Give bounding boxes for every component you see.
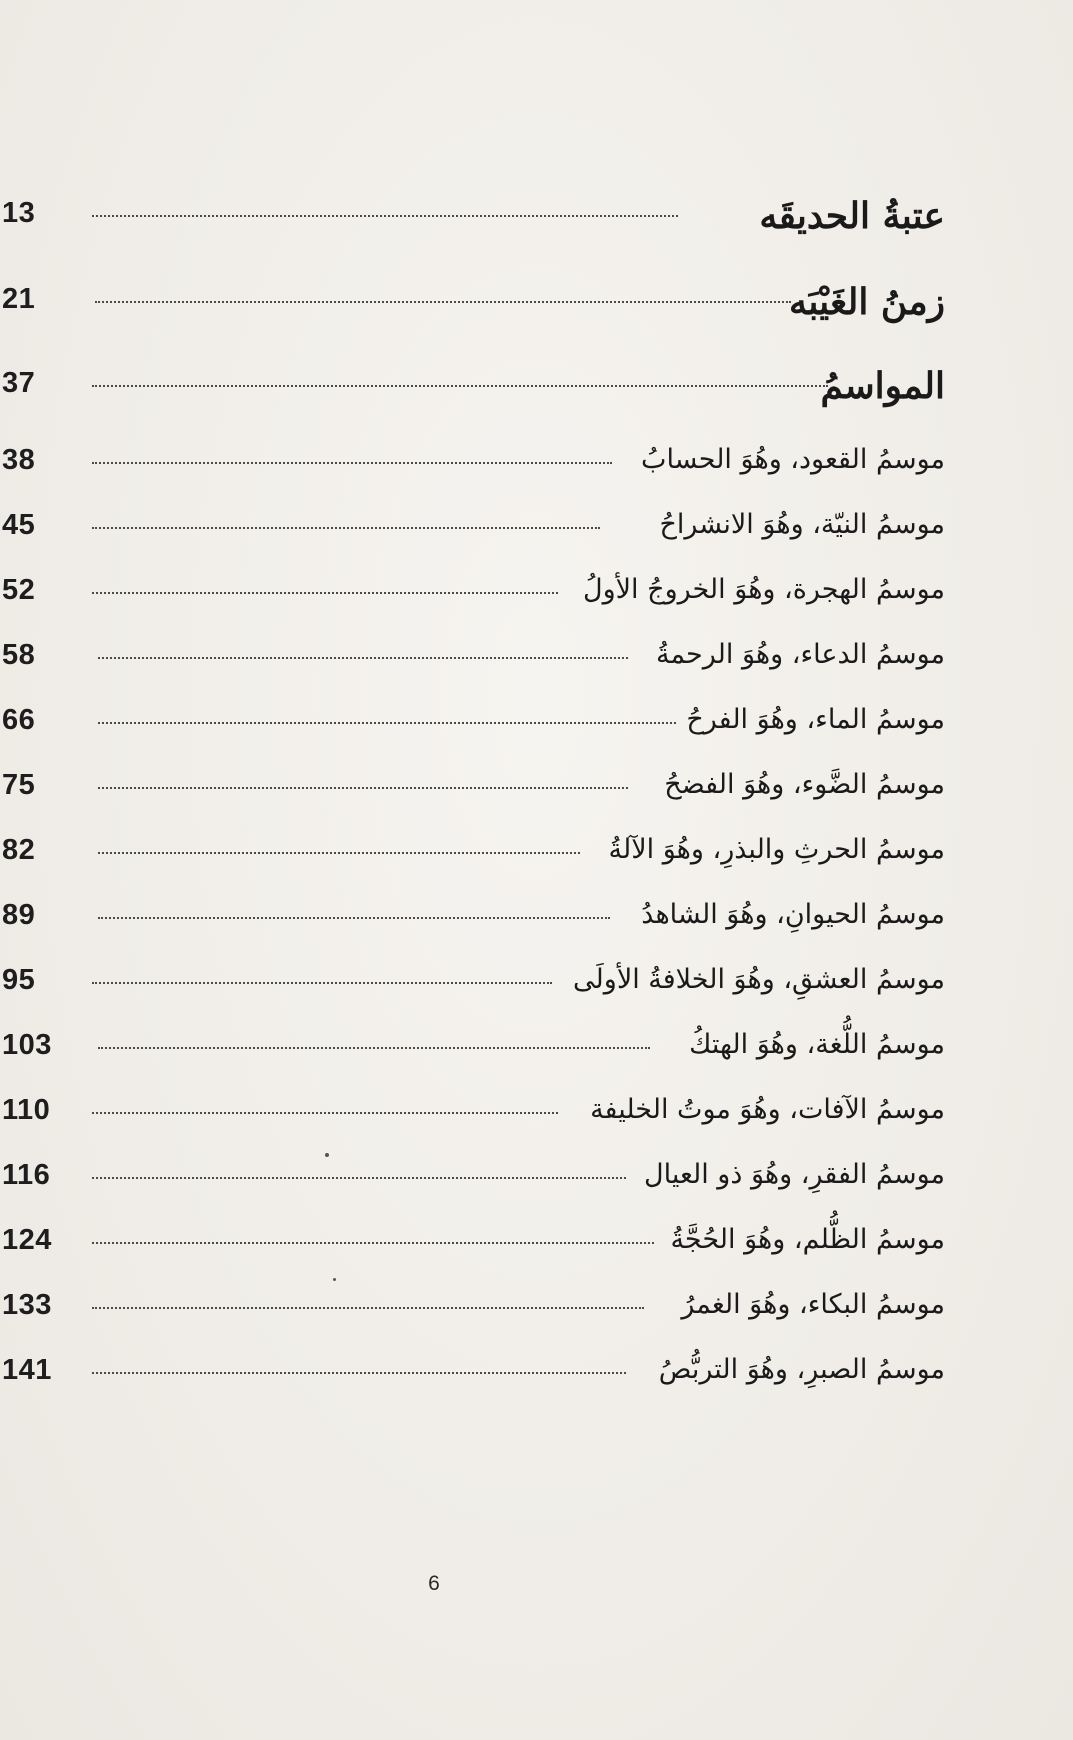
toc-entry bbox=[0, 358, 1073, 408]
dot-leader bbox=[98, 787, 628, 789]
dot-leader bbox=[98, 1047, 650, 1049]
toc-heading: المواسمُ bbox=[820, 365, 945, 407]
toc-subheading: موسمُ النيّة، وهُوَ الانشراحُ bbox=[659, 509, 945, 540]
toc-page-number: 75 bbox=[2, 769, 36, 801]
dot-leader bbox=[98, 917, 610, 919]
toc-page-number: 58 bbox=[2, 639, 36, 671]
toc-subheading: موسمُ البكاء، وهُوَ الغمرُ bbox=[681, 1289, 945, 1320]
dot-leader bbox=[92, 1177, 626, 1179]
toc-page-number: 37 bbox=[2, 367, 36, 399]
toc-page-number: 82 bbox=[2, 834, 36, 866]
paper-speck bbox=[325, 1153, 329, 1157]
toc-entry bbox=[0, 565, 1073, 615]
dot-leader bbox=[92, 1307, 644, 1309]
toc-entry bbox=[0, 695, 1073, 745]
toc-subheading: موسمُ الظُّلم، وهُوَ الحُجَّةُ bbox=[670, 1224, 945, 1255]
toc-page-number: 95 bbox=[2, 964, 36, 996]
toc-page-number: 124 bbox=[2, 1224, 52, 1256]
toc-page-number: 52 bbox=[2, 574, 36, 606]
toc-page-number: 103 bbox=[2, 1029, 52, 1061]
toc-entry bbox=[0, 188, 1073, 238]
toc-entry bbox=[0, 955, 1073, 1005]
toc-page-number: 141 bbox=[2, 1354, 52, 1386]
toc-page-number: 89 bbox=[2, 899, 36, 931]
toc-page-number: 133 bbox=[2, 1289, 52, 1321]
dot-leader bbox=[92, 1112, 558, 1114]
dot-leader bbox=[92, 592, 558, 594]
toc-page-number: 13 bbox=[2, 197, 36, 229]
toc-page-number: 116 bbox=[2, 1159, 51, 1191]
toc-entry bbox=[0, 1085, 1073, 1135]
toc-entry bbox=[0, 1150, 1073, 1200]
toc-page-number: 21 bbox=[2, 283, 36, 315]
toc-subheading: موسمُ الصبرِ، وهُوَ التربُّصُ bbox=[658, 1354, 945, 1385]
toc-entry bbox=[0, 825, 1073, 875]
dot-leader bbox=[92, 462, 612, 464]
toc-entry bbox=[0, 274, 1073, 324]
toc-subheading: موسمُ الهجرة، وهُوَ الخروجُ الأولُ bbox=[583, 574, 945, 605]
toc-heading: زمنُ الغَيْبَه bbox=[789, 281, 945, 323]
toc-page-number: 38 bbox=[2, 444, 36, 476]
toc-entry bbox=[0, 760, 1073, 810]
toc-entry bbox=[0, 890, 1073, 940]
toc-subheading: موسمُ الفقرِ، وهُوَ ذو العيال bbox=[643, 1159, 945, 1190]
toc-entry bbox=[0, 1345, 1073, 1395]
dot-leader bbox=[92, 215, 678, 217]
toc-subheading: موسمُ الحيوانِ، وهُوَ الشاهدُ bbox=[641, 899, 945, 930]
toc-page-number: 66 bbox=[2, 704, 36, 736]
dot-leader bbox=[95, 301, 791, 303]
toc-subheading: موسمُ القعود، وهُوَ الحسابُ bbox=[641, 444, 945, 475]
toc-page-number: 45 bbox=[2, 509, 36, 541]
toc-subheading: موسمُ الماء، وهُوَ الفرحُ bbox=[686, 704, 945, 735]
dot-leader bbox=[98, 657, 628, 659]
toc-subheading: موسمُ الحرثِ والبذرِ، وهُوَ الآلةُ bbox=[608, 834, 945, 865]
toc-subheading: موسمُ الضَّوء، وهُوَ الفضحُ bbox=[664, 769, 945, 800]
page-folio-number: 6 bbox=[428, 1572, 440, 1595]
toc-entry bbox=[0, 1020, 1073, 1070]
toc-entry bbox=[0, 1280, 1073, 1330]
toc-entry bbox=[0, 1215, 1073, 1265]
toc-subheading: موسمُ الدعاء، وهُوَ الرحمةُ bbox=[655, 639, 945, 670]
dot-leader bbox=[98, 852, 580, 854]
dot-leader bbox=[92, 527, 600, 529]
toc-subheading: موسمُ اللُّغة، وهُوَ الهتكُ bbox=[689, 1029, 945, 1060]
dot-leader bbox=[98, 722, 676, 724]
toc-entry bbox=[0, 630, 1073, 680]
dot-leader bbox=[92, 1372, 626, 1374]
toc-subheading: موسمُ العشقِ، وهُوَ الخلافةُ الأولَى bbox=[573, 964, 945, 995]
dot-leader bbox=[92, 1242, 654, 1244]
toc-subheading: موسمُ الآفات، وهُوَ موتُ الخليفة bbox=[590, 1094, 945, 1125]
dot-leader bbox=[92, 385, 828, 387]
toc-entry bbox=[0, 435, 1073, 485]
toc-page-number: 110 bbox=[2, 1094, 51, 1126]
paper-speck bbox=[333, 1278, 336, 1281]
dot-leader bbox=[92, 982, 552, 984]
toc-heading: عتبةُ الحديقَه bbox=[759, 195, 945, 237]
toc-entry bbox=[0, 500, 1073, 550]
